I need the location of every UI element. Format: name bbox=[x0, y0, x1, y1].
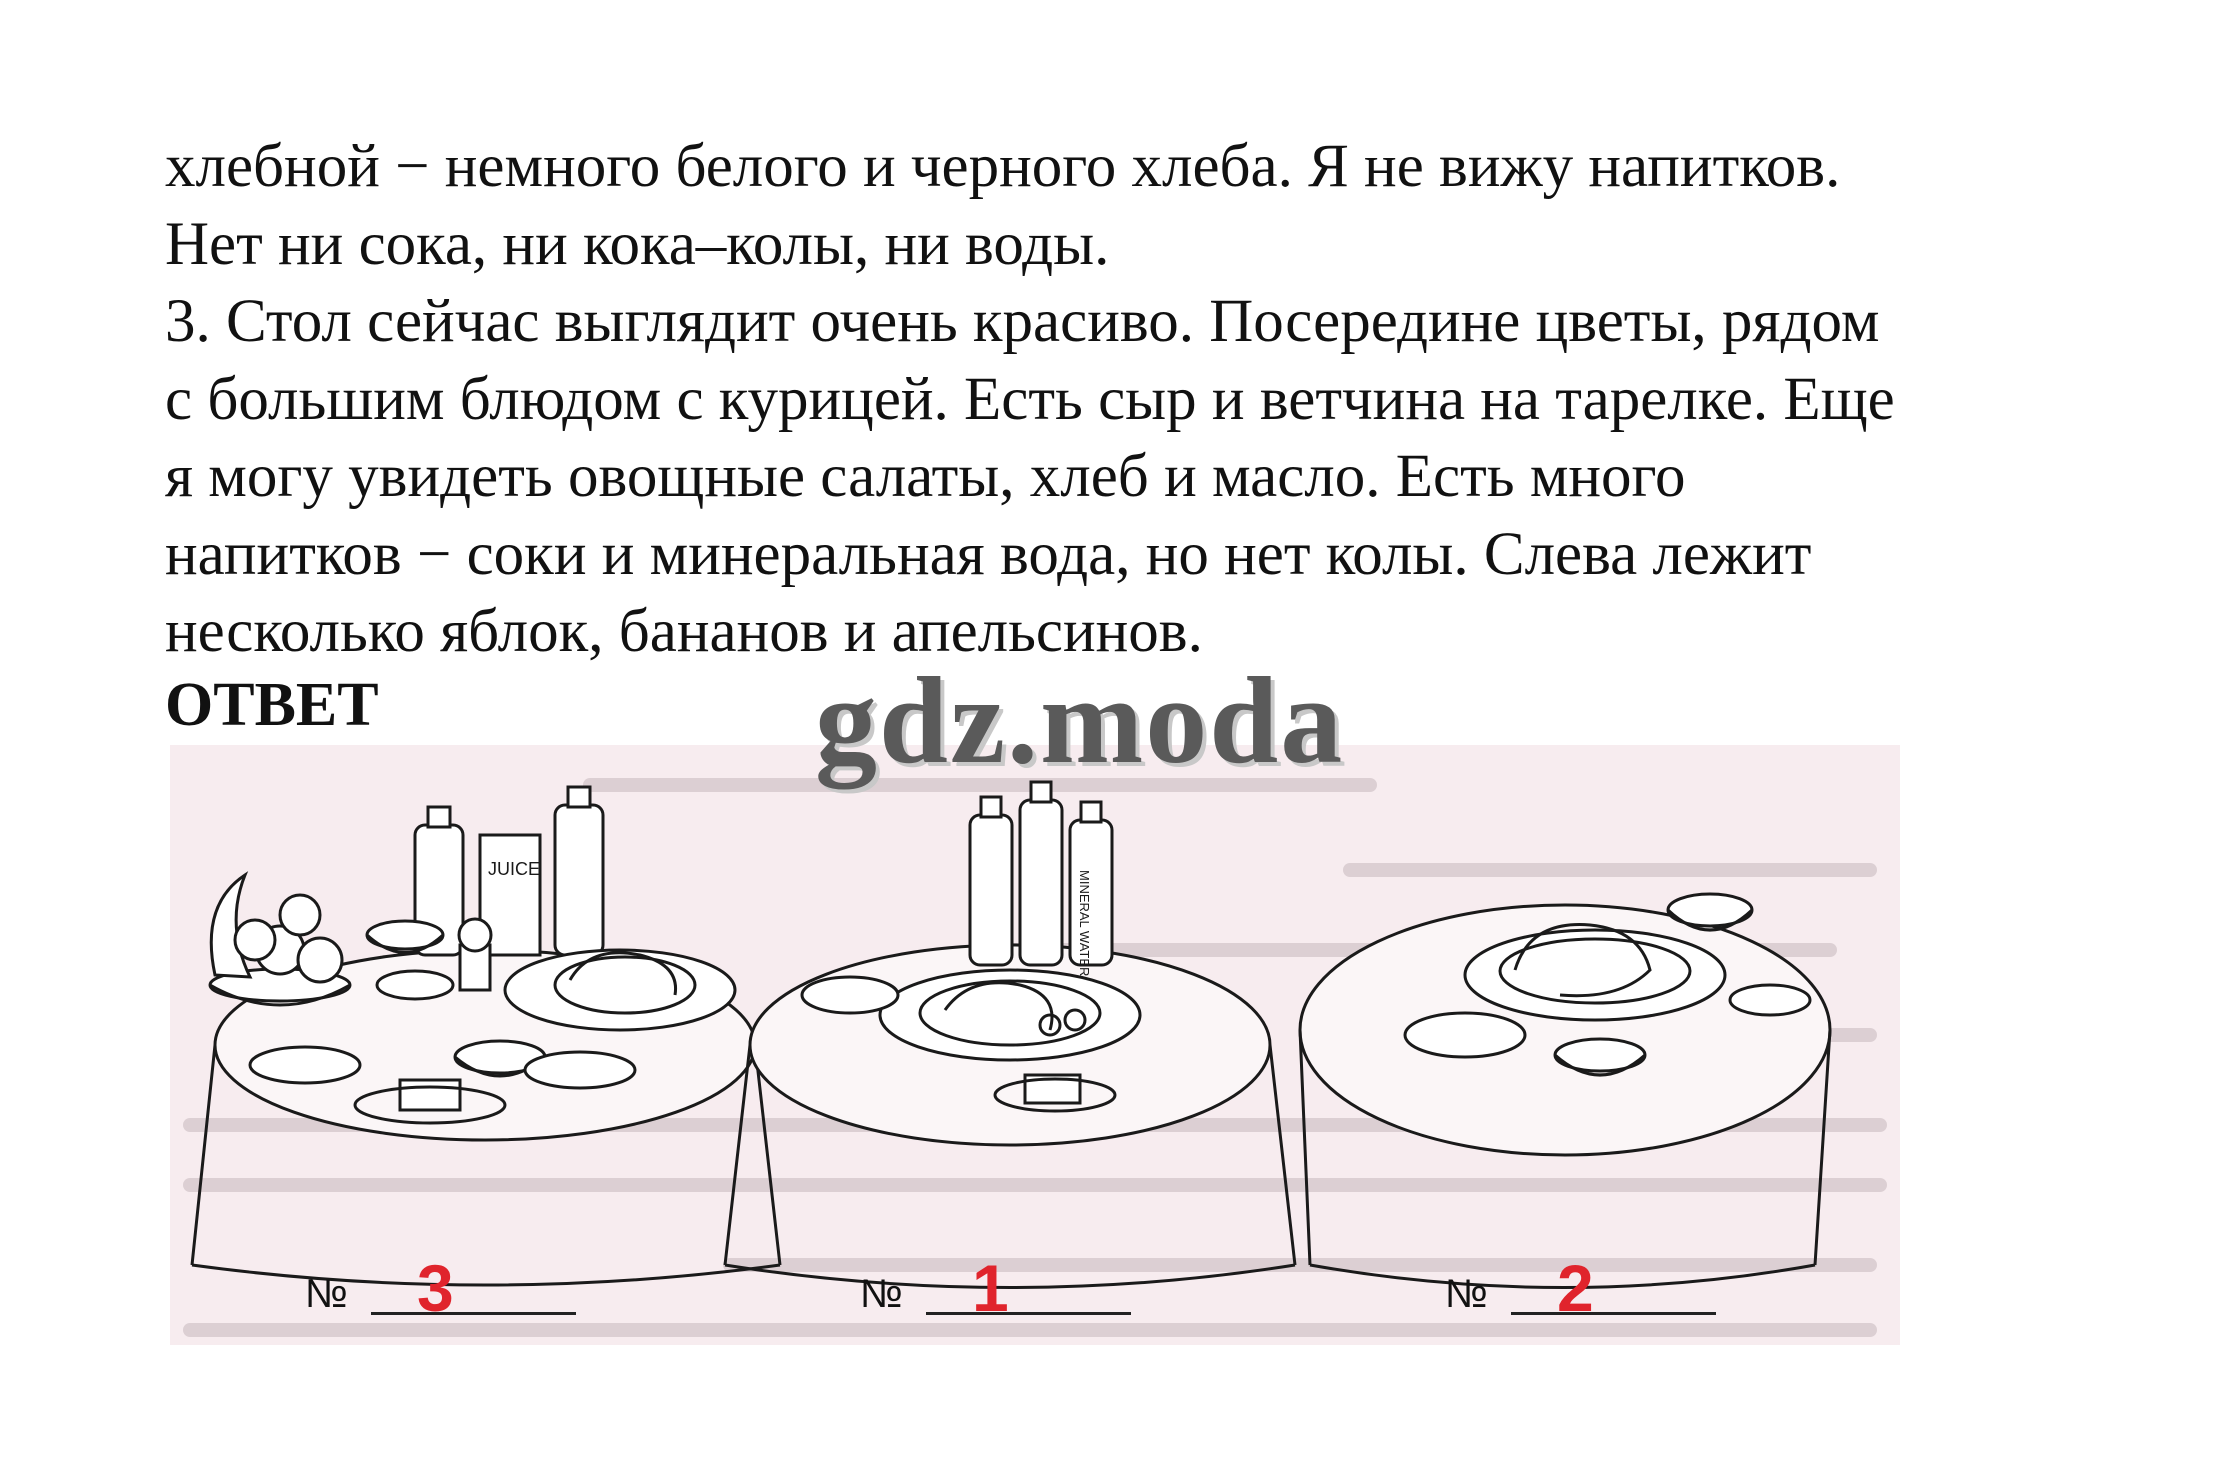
answer-number: 3 bbox=[417, 1251, 454, 1325]
paragraph-line: Нет ни сока, ни кока–колы, ни воды. bbox=[165, 210, 1110, 278]
bottle-icon bbox=[555, 805, 603, 955]
answer-underline bbox=[926, 1312, 1131, 1315]
answer-underline bbox=[1511, 1312, 1716, 1315]
table-illustration-c bbox=[1300, 894, 1830, 1288]
answer-number: 2 bbox=[1557, 1251, 1594, 1325]
water-bottle-icon bbox=[1020, 800, 1062, 965]
cheese-icon bbox=[400, 1080, 460, 1110]
number-sign: № bbox=[860, 1272, 903, 1316]
mineral-water-label: MINERAL WATER bbox=[1077, 870, 1092, 977]
answer-number: 1 bbox=[972, 1251, 1009, 1325]
paragraph-line: 3. Стол сейчас выглядит очень красиво. Посередине цветы, рядом bbox=[165, 288, 1880, 355]
number-sign: № bbox=[305, 1272, 348, 1316]
paragraph-line: хлебной − немного белого и черного хлеба. Я не вижу напитков. bbox=[165, 133, 1841, 200]
paragraph-line: с большим блюдом с курицей. Есть сыр и ветчина на тарелке. Еще bbox=[165, 365, 1895, 433]
water-bottle-icon bbox=[970, 815, 1012, 965]
orange-icon bbox=[298, 938, 342, 982]
number-sign: № bbox=[1445, 1272, 1488, 1316]
paragraph-line: несколько яблок, бананов и апельсинов. bbox=[165, 598, 1203, 665]
paragraph-line: я могу увидеть овощные салаты, хлеб и масло. Есть много bbox=[165, 443, 1686, 510]
answer-scan-image bbox=[170, 745, 1900, 1345]
watermark: gdz.moda bbox=[815, 652, 1345, 789]
answer-heading: ОТВЕТ bbox=[165, 671, 379, 739]
juice-label: JUICE bbox=[488, 859, 541, 879]
table-illustration-a bbox=[192, 787, 780, 1285]
table-illustration-b bbox=[725, 782, 1295, 1288]
answer-underline bbox=[371, 1312, 576, 1315]
paragraph-line: напитков − соки и минеральная вода, но нет колы. Слева лежит bbox=[165, 520, 1812, 588]
text-block bbox=[165, 128, 2125, 671]
